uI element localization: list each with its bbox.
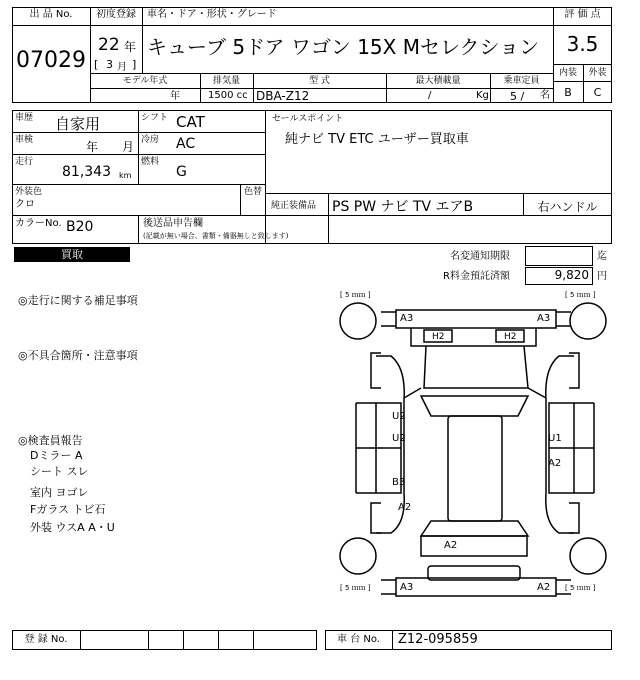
damage-left-side: U2 — [392, 411, 406, 422]
tire-rear-right-icon — [570, 538, 606, 574]
type-label: 型 式 — [309, 76, 330, 86]
damage-left-side: B3 — [392, 477, 406, 488]
model-name: キューブ 5ドア ワゴン 15X Mセレクション — [147, 35, 540, 59]
chassis-no: Z12-095859 — [398, 632, 478, 647]
color-no-label: カラーNo. — [15, 218, 62, 229]
capacity: 5 / — [510, 90, 525, 103]
tire-depth-front-left: [ 5 ｍｍ ] — [340, 291, 371, 299]
inspector-line: Fガラス トビ石 — [30, 503, 106, 516]
lot-number: 07029 — [16, 48, 86, 73]
damage-front-bumper-left: A3 — [400, 313, 414, 324]
exterior-label: 外装 — [588, 68, 607, 78]
first-reg-label: 初度登録 — [96, 9, 136, 20]
name-change-box — [525, 246, 593, 266]
defects-title: ◎不具合箇所・注意事項 — [18, 349, 138, 362]
damage-headlight-left: H2 — [432, 332, 445, 342]
steering: 右ハンドル — [537, 200, 598, 214]
driving-notes-title: ◎走行に関する補足事項 — [18, 294, 138, 307]
history-label: 車歴 — [15, 113, 34, 123]
late-doc-label: 後送品申告欄 — [143, 218, 203, 229]
damage-left-side: U2 — [392, 433, 406, 444]
color-no: B20 — [66, 219, 94, 235]
purchase-badge: 買取 — [14, 247, 130, 262]
tire-depth-front-right: [ 5 ｍｍ ] — [565, 291, 596, 299]
damage-front-bumper-right: A3 — [537, 313, 551, 324]
sales-point-label: セールスポイント — [272, 114, 344, 124]
capacity-label: 乗車定員 — [503, 76, 540, 86]
fuel-label: 燃料 — [141, 157, 160, 167]
recycle-label: R料金預託済額 — [443, 271, 510, 282]
late-doc-note: (記載が無い場合、書類・備器無しと致します) — [143, 232, 289, 240]
ext-color-label: 外装色 — [15, 187, 43, 197]
tire-front-left-icon — [340, 303, 376, 339]
recycle-amount: 9,820 — [554, 268, 589, 282]
tire-depth-rear-right: [ 5 ｍｍ ] — [565, 584, 596, 592]
inspector-line: 外装 ウスA A・U — [30, 521, 115, 534]
first-reg-month: 3 — [106, 58, 113, 71]
ac: AC — [176, 136, 196, 152]
damage-rear-bumper-right: A2 — [537, 582, 551, 593]
damage-rear-bumper-left: A3 — [400, 582, 414, 593]
fuel: G — [176, 164, 187, 180]
damage-right-side: A2 — [548, 458, 562, 469]
score: 3.5 — [566, 32, 599, 56]
damage-headlight-right: H2 — [504, 332, 517, 342]
tire-rear-left-icon — [340, 538, 376, 574]
shift: CAT — [176, 113, 205, 131]
model-year-label: モデル年式 — [122, 76, 168, 86]
history: 自家用 — [55, 115, 101, 133]
inspector-line: 室内 ヨゴレ — [30, 486, 89, 499]
inspector-line: シート スレ — [30, 465, 89, 478]
first-reg-year: 22 — [98, 35, 120, 55]
name-change-label: 名変通知期限 — [450, 251, 510, 262]
score-label: 評 価 点 — [564, 9, 601, 20]
ext-color: クロ — [15, 199, 35, 210]
inspector-line: Dミラー A — [30, 449, 83, 462]
reg-no-label: 登 録 No. — [24, 634, 68, 645]
equipment-label: 純正装備品 — [271, 201, 317, 211]
sales-point: 純ナビ TV ETC ユーザー買取車 — [285, 132, 469, 147]
interior-label: 内装 — [558, 68, 577, 78]
displacement-label: 排気量 — [212, 76, 240, 86]
mileage: 81,343 — [62, 164, 111, 180]
exterior-grade: C — [593, 86, 602, 99]
damage-right-side: U1 — [548, 433, 562, 444]
car-damage-diagram — [336, 288, 614, 602]
type-value: DBA-Z12 — [256, 89, 310, 103]
load-label: 最大積載量 — [415, 76, 461, 86]
damage-rear-door: A2 — [444, 540, 458, 551]
shift-label: シフト — [141, 113, 169, 123]
inspector-title: ◎検査員報告 — [18, 434, 83, 447]
ac-label: 冷房 — [141, 135, 160, 145]
mileage-label: 走行 — [15, 157, 34, 167]
equipment: PS PW ナビ TV エアB — [332, 199, 474, 215]
interior-grade: B — [564, 86, 572, 99]
tire-depth-rear-left: [ 5 ｍｍ ] — [340, 584, 371, 592]
inspection-label: 車検 — [15, 135, 34, 145]
lot-label: 出 品 No. — [29, 9, 73, 20]
chassis-label: 車 台 No. — [337, 634, 380, 645]
damage-left-side: A2 — [398, 502, 412, 513]
model-name-label: 車名・ドア・形状・グレード — [147, 9, 277, 20]
displacement: 1500 cc — [208, 90, 248, 101]
color-change-label: 色替 — [244, 187, 263, 197]
tire-front-right-icon — [570, 303, 606, 339]
